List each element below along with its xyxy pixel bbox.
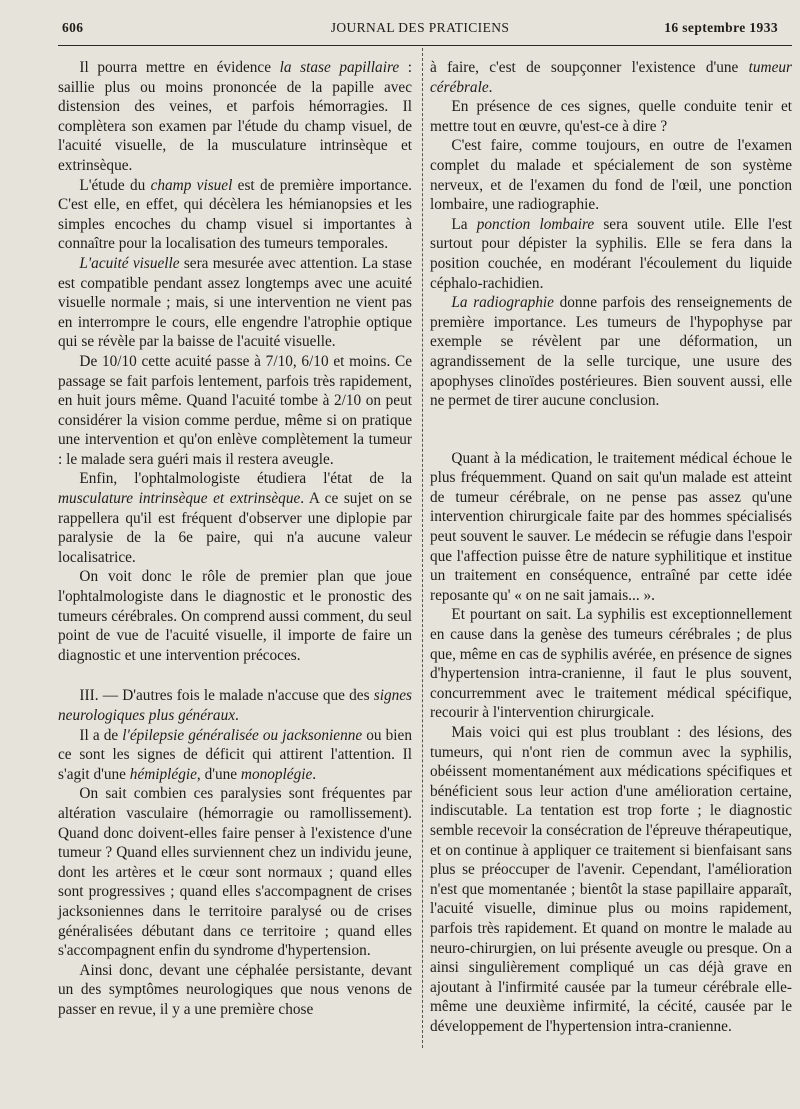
paragraph: Et pourtant on sait. La syphilis est exceptionnellement en cause dans la genèse des tumeurs cérébrales ; de plus que, même en cas de syphilis avérée, en présence de signes d'hypertension intra-cranienne, il faut le plus souvent, concurremment avec le traitement médical spécifique, recourir à l'intervention chirurgicale. <box>430 606 792 722</box>
paragraph: Quant à la médication, le traitement médical échoue le plus fréquemment. Quand on sait qu'un malade est atteint de tumeur cérébrale, on ne pense pas assez qu'une intervention chirurgicale faite par des hommes spécialisés peut souvent le sauver. Le médecin se réfugie dans l'espoir que l'affection puisse être de nature syphilitique et institue un traitement en conséquence, entraîné par cette idée reposante qu' « on ne sait jamais... ». <box>430 449 792 604</box>
paragraph: On voit donc le rôle de premier plan que joue l'ophtalmologiste dans le diagnostic et le pronostic des tumeurs cérébrales. On comprend aussi comment, du seul point de vue de l'acuité visuelle, il importe de faire un diagnostic et une intervention précoces. <box>58 568 412 664</box>
column-divider <box>422 48 423 1048</box>
page-header <box>62 20 778 42</box>
left-column <box>58 58 412 1020</box>
journal-title: JOURNAL DES PRATICIENS <box>330 20 510 35</box>
paragraph: Enfin, l'ophtalmologiste étudiera l'état de la musculature intrinsèque et extrinsèque. A ce sujet on se rappellera qu'il est fréquent d'observer une diplopie par paralysie de la 6e paire, qui n'a aucune valeur localisatrice. <box>58 470 412 566</box>
paragraph: Mais voici qui est plus troublant : des lésions, des tumeurs, qui n'ont rien de commun avec la syphilis, obéissent momentanément aux médications spécifiques et bénéficient sous leur action d'une amélioration certaine, indiscutable. La tentation est trop forte ; le diagnostic semble recevoir la consécration de l'épreuve thérapeutique, et on continue à appliquer ce traitement si bienfaisant sans plus se préoccuper de l'avenir. Cependant, l'amélioration n'est que momentanée ; bientôt la stase papillaire apparaît, l'acuité visuelle, diminue plus ou moins rapidement, parfois très rapidement. Et quand on montre le malade au neuro-chirurgien, on lui présente aveugle ou presque. On a ainsi singulièrement compliqué un cas déjà grave en ajoutant à l'infirmité causée par la tumeur cérébrale elle-même une deuxième infirmité, la cécité, causée par le développement de l'hypertension intra-cranienne. <box>430 724 792 1035</box>
paragraph: La ponction lombaire sera souvent utile. Elle l'est surtout pour dépister la syphilis. Elle se fera dans la position couchée, en modérant l'écoulement du liquide céphalo-rachidien. <box>430 215 792 292</box>
paragraph: Il a de l'épilepsie généralisée ou jacksonienne ou bien ce sont les signes de déficit qui attirent l'attention. Il s'agit d'une hémiplégie, d'une monoplégie. <box>58 726 412 783</box>
paragraph: En présence de ces signes, quelle conduite tenir et mettre tout en œuvre, qu'est-ce à dire ? <box>430 98 792 135</box>
page-number: 606 <box>62 20 84 35</box>
paragraph: Il pourra mettre en évidence la stase papillaire : saillie plus ou moins prononcée de la papille avec distension des veines, et parfois hémorragies. Il complètera son examen par l'étude du champ visuel, de l'acuité visuelle, de la musculature intrinsèque et extrinsèque. <box>58 59 412 174</box>
paragraph: L'étude du champ visuel est de première importance. C'est elle, en effet, qui décèlera les hémianopsies et les simples encoches du champ visuel si importantes à connaître pour la localisation des tumeurs temporales. <box>58 176 413 253</box>
paragraph: L'acuité visuelle sera mesurée avec attention. La stase est compatible pendant assez longtemps avec une acuité visuelle normale ; mais, si une intervention ne vient pas en interrompre le cours, elle engendre l'atrophie optique qui se révèle par la baisse de l'acuité visuelle. <box>58 254 412 351</box>
issue-date: 16 septembre 1933 <box>664 20 778 35</box>
paragraph: à faire, c'est de soupçonner l'existence d'une tumeur cérébrale. <box>430 59 792 96</box>
paragraph: La radiographie donne parfois des renseignements de première importance. Les tumeurs de l'hypophyse par exemple se révèlent par une déformation, un agrandissement de la selle turcique, une usure des apophyses clinoïdes postérieures. Bien souvent aussi, elle ne permet de tirer aucune conclusion. <box>430 294 793 410</box>
header-rule <box>58 45 792 46</box>
paragraph: On sait combien ces paralysies sont fréquentes par altération vasculaire (hémorragie ou ramollissement). Quand donc doivent-elles faire penser à l'existence d'une tumeur ? Quand elles surviennent chez un individu jeune, dont les artères et le cœur sont normaux ; quand elles sont progressives ; quand elles s'accompagnent de crises jacksoniennes dans le territoire paralysé ou de crises généralisées débutant dans ce territoire ; quand elles s'accompagnent enfin du syndrome d'hypertension. <box>58 785 412 960</box>
section-heading-paragraph: III. — D'autres fois le malade n'accuse que des signes neurologiques plus généraux. <box>58 687 412 724</box>
paragraph: Ainsi donc, devant une céphalée persistante, devant un des symptômes neurologiques que nous venons de passer en revue, il y a une première chose <box>58 961 412 1018</box>
paragraph: C'est faire, comme toujours, en outre de l'examen complet du malade et spécialement de son système nerveux, et de l'examen du fond de l'œil, une ponction lombaire, une radiographie. <box>430 137 792 214</box>
paragraph: De 10/10 cette acuité passe à 7/10, 6/10 et moins. Ce passage se fait parfois lentement, parfois très rapidement, en huit jours même. Quand l'acuité tombe à 2/10 on peut considérer la vision comme perdue, même si on pratique une intervention et qu'on enlève complètement la tumeur : le malade sera guéri mais il restera aveugle. <box>58 352 412 468</box>
right-column <box>430 58 792 1037</box>
